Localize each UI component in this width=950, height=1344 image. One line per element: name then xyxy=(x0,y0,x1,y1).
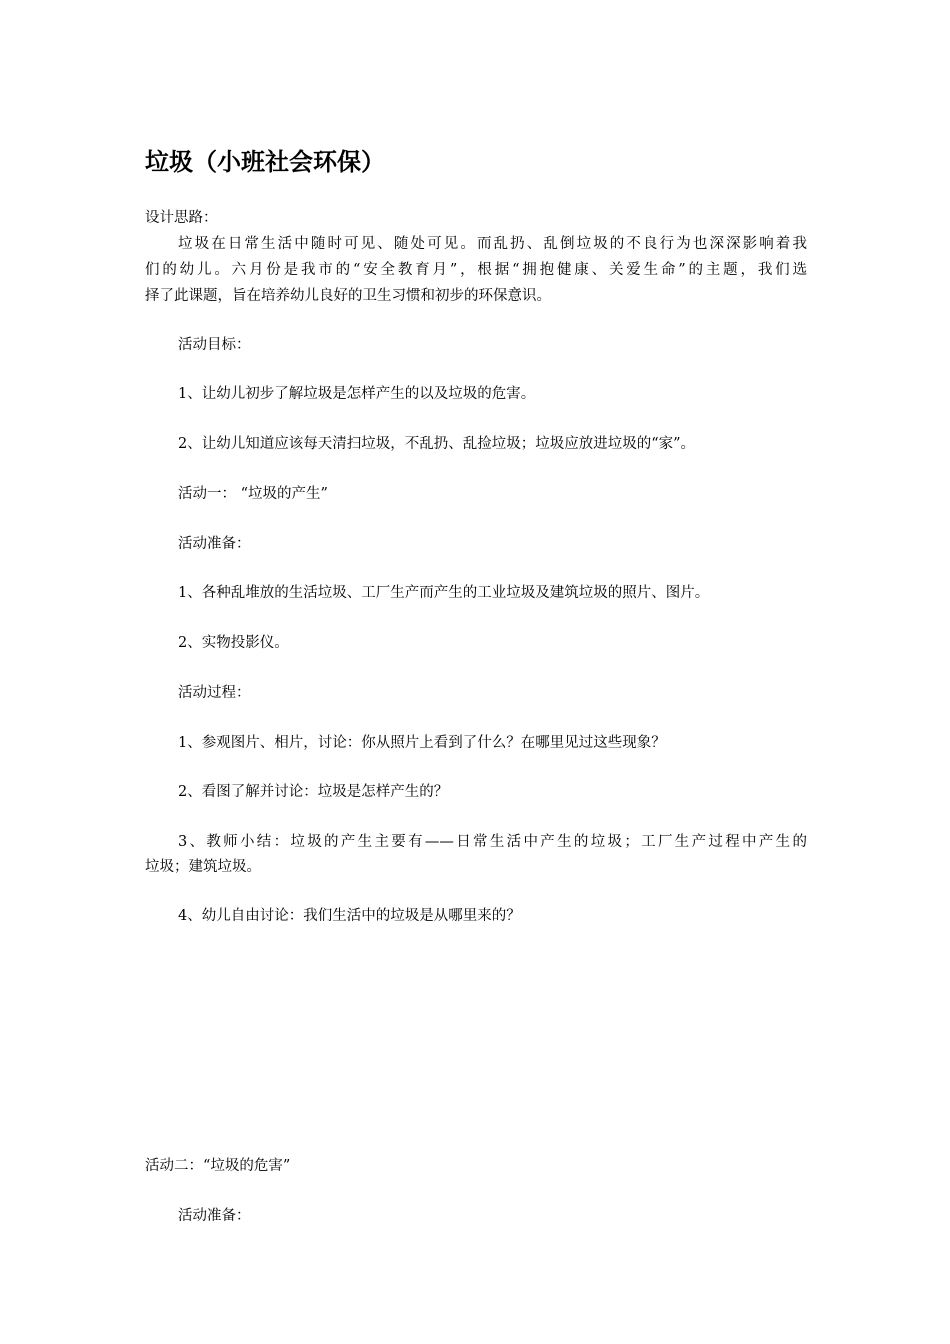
process-item-4: 4、幼儿自由讨论：我们生活中的垃圾是从哪里来的？ xyxy=(178,908,521,924)
process-item-3-line-1: 3、教师小结：垃圾的产生主要有——日常生活中产生的垃圾；工厂生产过程中产生的 xyxy=(178,834,807,850)
design-idea-line-2: 们的幼儿。六月份是我市的“安全教育月”，根据“拥抱健康、关爱生命”的主题，我们选 xyxy=(145,262,807,278)
design-idea-label: 设计思路： xyxy=(145,210,218,226)
goal-item-1: 1、让幼儿初步了解垃圾是怎样产生的以及垃圾的危害。 xyxy=(178,386,536,402)
process-label: 活动过程： xyxy=(178,685,251,701)
prep-item-1: 1、各种乱堆放的生活垃圾、工厂生产而产生的工业垃圾及建筑垃圾的照片、图片。 xyxy=(178,585,710,601)
design-idea-line-1: 垃圾在日常生活中随时可见、随处可见。而乱扔、乱倒垃圾的不良行为也深深影响着我 xyxy=(178,236,807,252)
activity-two-label: 活动二：“垃圾的危害” xyxy=(145,1158,291,1174)
activity-two-prep-label: 活动准备： xyxy=(178,1208,251,1224)
document-title: 垃圾（小班社会环保） xyxy=(145,148,385,176)
prep-item-2: 2、实物投影仪。 xyxy=(178,635,289,651)
activity-one-label: 活动一： “垃圾的产生” xyxy=(178,486,328,502)
goal-item-2: 2、让幼儿知道应该每天清扫垃圾，不乱扔、乱捡垃圾；垃圾应放进垃圾的“家”。 xyxy=(178,436,696,452)
process-item-3-line-2: 垃圾；建筑垃圾。 xyxy=(145,859,261,875)
design-idea-line-3: 择了此课题，旨在培养幼儿良好的卫生习惯和初步的环保意识。 xyxy=(145,288,551,304)
process-item-1: 1、参观图片、相片，讨论：你从照片上看到了什么？在哪里见过这些现象？ xyxy=(178,735,666,751)
prep-label: 活动准备： xyxy=(178,536,251,552)
process-item-2: 2、看图了解并讨论：垃圾是怎样产生的？ xyxy=(178,784,449,800)
goals-label: 活动目标： xyxy=(178,337,251,353)
